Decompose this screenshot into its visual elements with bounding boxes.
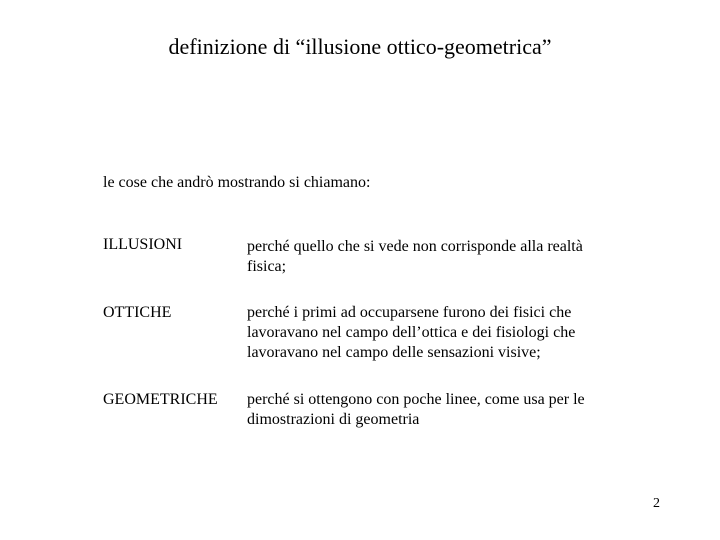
definition-line: lavoravano nel campo delle sensazioni visive; bbox=[247, 344, 541, 361]
definition-ottiche bbox=[247, 303, 647, 363]
definition-line: perché si ottengono con poche linee, come usa per le bbox=[247, 391, 585, 408]
definition-line: dimostrazioni di geometria bbox=[247, 411, 420, 428]
term-illusioni: ILLUSIONI bbox=[103, 236, 183, 253]
definition-line: lavoravano nel campo dell’ottica e dei fisiologi che bbox=[247, 324, 576, 341]
slide-title: definizione di “illusione ottico-geometrica” bbox=[168, 34, 552, 59]
definition-line: perché quello che si vede non corrisponde alla realtà bbox=[247, 238, 583, 255]
definition-geometriche bbox=[247, 390, 647, 430]
definition-illusioni bbox=[247, 237, 647, 277]
page-number: 2 bbox=[653, 496, 660, 511]
intro-text: le cose che andrò mostrando si chiamano: bbox=[103, 174, 371, 191]
term-geometriche: GEOMETRICHE bbox=[103, 391, 218, 408]
definition-line: fisica; bbox=[247, 258, 287, 275]
term-ottiche: OTTICHE bbox=[103, 304, 172, 321]
definition-line: perché i primi ad occuparsene furono dei fisici che bbox=[247, 304, 572, 321]
